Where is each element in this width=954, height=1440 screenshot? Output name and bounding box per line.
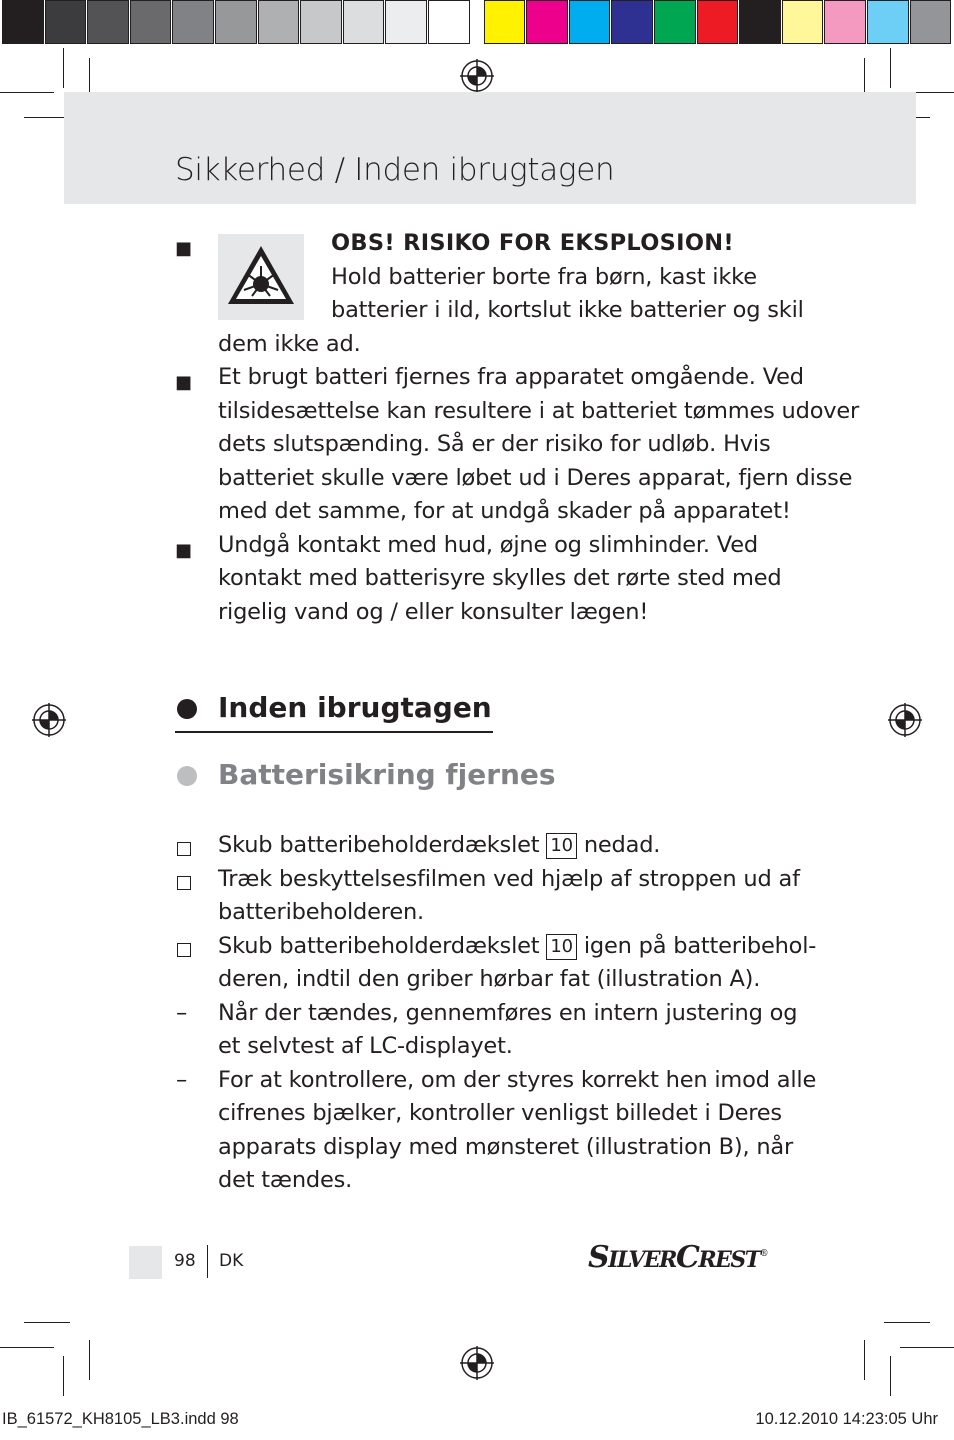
color-swatch xyxy=(87,0,129,44)
note-line: Når der tændes, gennemføres en intern justering og xyxy=(218,1000,798,1026)
section-bullet-dot xyxy=(177,699,197,719)
step-line xyxy=(218,930,816,964)
bullet-square: ■ xyxy=(175,238,193,259)
crop-mark xyxy=(63,48,64,88)
color-swatch xyxy=(300,0,342,44)
section-underline xyxy=(175,731,493,733)
page-title: Sikkerhed / Inden ibrugtagen xyxy=(175,152,615,188)
print-slug-right: 10.12.2010 14:23:05 Uhr xyxy=(755,1410,938,1428)
color-swatch xyxy=(215,0,257,44)
color-swatch xyxy=(824,0,866,44)
text-line: tilsidesættelse kan resultere i at batteriet tømmes udover xyxy=(218,398,860,424)
warning-title: OBS! RISIKO FOR EKSPLOSION! xyxy=(331,230,734,256)
registration-mark-icon xyxy=(888,703,922,737)
color-calibration-bar xyxy=(0,0,954,46)
page-number: 98 xyxy=(174,1251,196,1271)
text-line: Undgå kontakt med hud, øjne og slimhinder. Ved xyxy=(218,532,758,558)
step-text: Skub batteribeholderdækslet xyxy=(218,832,540,858)
step-checkbox-icon xyxy=(177,943,191,957)
color-swatch xyxy=(428,0,470,44)
section-title-inden: Inden ibrugtagen xyxy=(218,691,492,724)
text-line: rigelig vand og / eller konsulter lægen! xyxy=(218,599,649,625)
step-line: Træk beskyttelsesfilmen ved hjælp af stroppen ud af xyxy=(218,866,800,892)
note-line: et selvtest af LC-displayet. xyxy=(218,1033,513,1059)
footer-tab xyxy=(129,1246,162,1279)
color-swatch xyxy=(739,0,781,44)
crop-mark xyxy=(884,1322,930,1323)
registration-mark-icon xyxy=(32,703,66,737)
color-swatch xyxy=(2,0,44,44)
crop-mark xyxy=(89,1340,90,1380)
crop-mark xyxy=(24,1322,70,1323)
color-swatch xyxy=(484,0,526,44)
color-swatch xyxy=(130,0,172,44)
language-code: DK xyxy=(219,1251,244,1271)
crop-mark xyxy=(900,1347,954,1348)
crop-mark xyxy=(890,48,891,88)
step-text: nedad. xyxy=(583,832,661,858)
section-bullet-dot xyxy=(177,766,197,786)
step-checkbox-icon xyxy=(177,876,191,890)
color-swatch xyxy=(526,0,568,44)
step-checkbox-icon xyxy=(177,842,191,856)
color-swatch xyxy=(385,0,427,44)
section-title-batteri: Batterisikring fjernes xyxy=(218,758,556,791)
crop-mark xyxy=(0,1347,54,1348)
step-text: Skub batteribeholderdækslet xyxy=(218,933,540,959)
silvercrest-logo: SILVERCREST® xyxy=(588,1240,768,1275)
step-line: batteribeholderen. xyxy=(218,899,424,925)
step-text: igen på batteribehol- xyxy=(583,933,817,959)
registration-mark-icon xyxy=(460,59,494,93)
crop-mark xyxy=(0,92,54,93)
text-line: Et brugt batteri fjernes fra apparatet omgående. Ved xyxy=(218,364,804,390)
color-swatch xyxy=(172,0,214,44)
registration-mark-icon xyxy=(460,1346,494,1380)
dash-bullet: – xyxy=(176,1067,188,1093)
color-swatch xyxy=(910,0,952,44)
color-swatch xyxy=(45,0,87,44)
dash-bullet: – xyxy=(176,1000,188,1026)
text-line: Hold batterier borte fra børn, kast ikke xyxy=(331,264,757,290)
text-line: dets slutspænding. Så er der risiko for udløb. Hvis xyxy=(218,431,771,457)
text-line: kontakt med batterisyre skylles det rørte sted med xyxy=(218,565,782,591)
color-swatch xyxy=(782,0,824,44)
note-line: det tændes. xyxy=(218,1167,353,1193)
text-line: batteriet skulle være løbet ud i Deres apparat, fjern disse xyxy=(218,465,853,491)
bullet-square: ■ xyxy=(175,372,193,393)
footer-divider xyxy=(207,1245,208,1278)
step-line xyxy=(218,829,660,863)
color-swatch xyxy=(867,0,909,44)
text-line: med det samme, for at undgå skader på apparatet! xyxy=(218,498,791,524)
note-line: apparats display med mønsteret (illustration B), når xyxy=(218,1134,794,1160)
print-slug-left: IB_61572_KH8105_LB3.indd 98 xyxy=(2,1410,239,1428)
crop-mark xyxy=(890,1356,891,1396)
color-swatch xyxy=(654,0,696,44)
part-reference: 10 xyxy=(546,833,577,859)
part-reference: 10 xyxy=(546,934,577,960)
bullet-square: ■ xyxy=(175,540,193,561)
color-swatch xyxy=(258,0,300,44)
explosion-warning-icon xyxy=(218,234,304,320)
step-line: deren, indtil den griber hørbar fat (illustration A). xyxy=(218,966,761,992)
crop-mark xyxy=(864,1340,865,1380)
crop-mark xyxy=(63,1356,64,1396)
color-swatch xyxy=(697,0,739,44)
text-line: batterier i ild, kortslut ikke batterier og skil xyxy=(331,297,804,323)
note-line: cifrenes bjælker, kontroller venligst billedet i Deres xyxy=(218,1100,782,1126)
color-swatch xyxy=(611,0,653,44)
color-swatch xyxy=(343,0,385,44)
text-line: dem ikke ad. xyxy=(218,331,361,357)
note-line: For at kontrollere, om der styres korrekt hen imod alle xyxy=(218,1067,817,1093)
color-swatch xyxy=(569,0,611,44)
